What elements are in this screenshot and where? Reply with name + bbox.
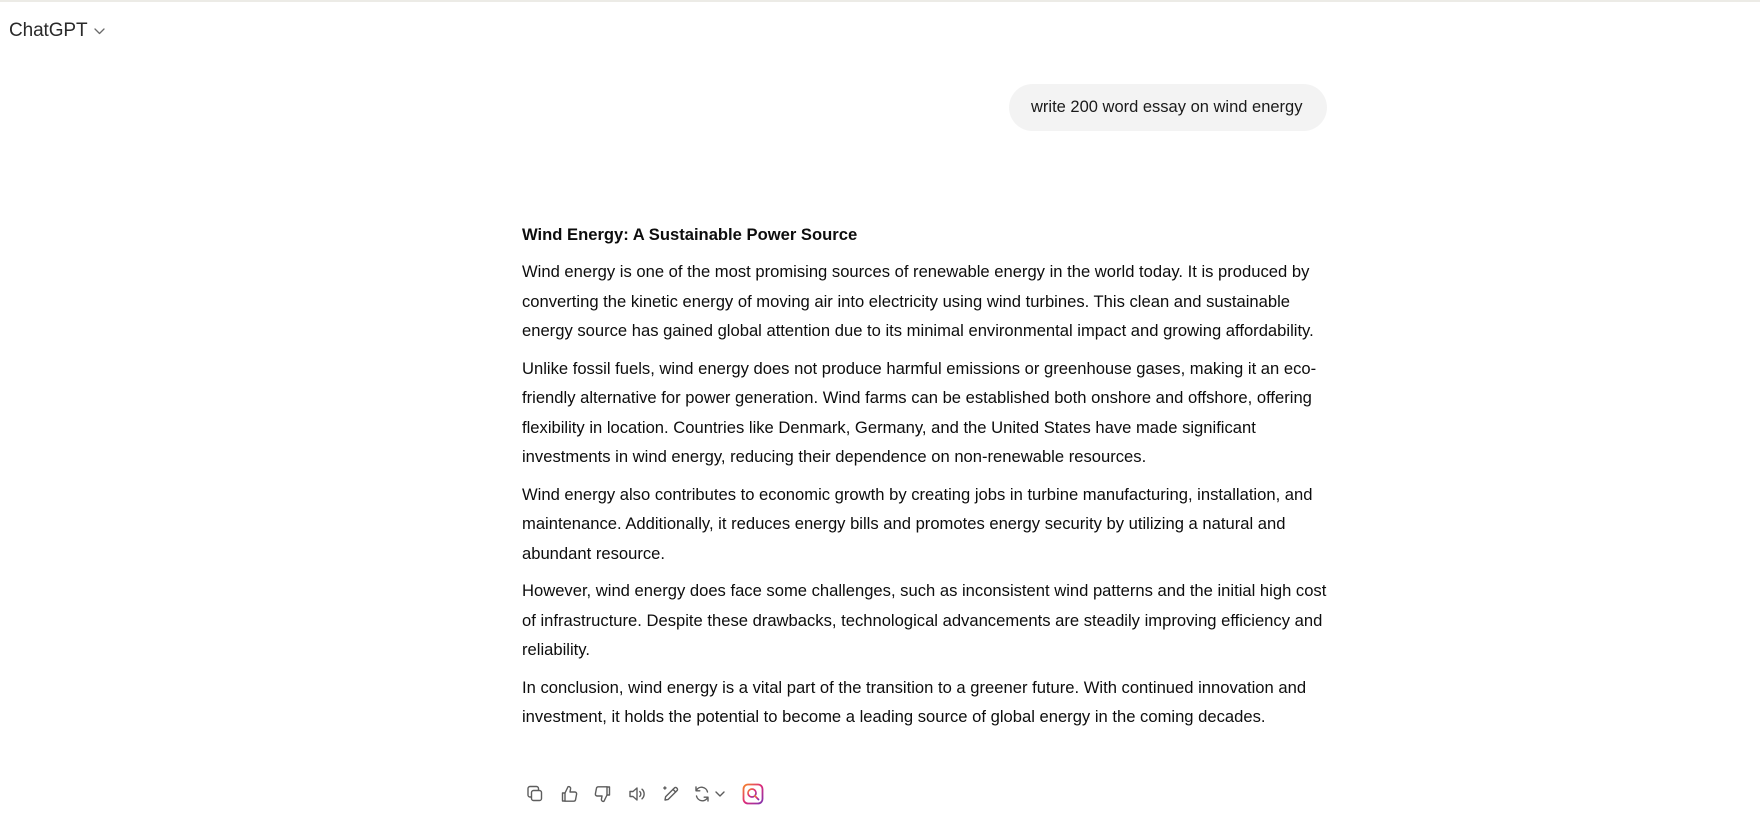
user-message-bubble [1009,84,1327,131]
essay-paragraph-5: In conclusion, wind energy is a vital part of the transition to a greener future. With continued innovation and investment, it holds the potential to become a leading source of global energy in the coming decades. [522,677,1307,726]
essay-paragraph-1: Wind energy is one of the most promising sources of renewable energy in the world today. It is produced by converting the kinetic energy of moving air into electricity using wind turbines. This clean and sustainable energy source has gained global attention due to its minimal environmental impact and growing affordability. [522,262,1314,340]
essay-paragraph-2: Unlike fossil fuels, wind energy does not produce harmful emissions or greenhouse gases, making it an eco-friendly alternative for power generation. Wind farms can be established both onshore and offshore, offering flexibility in location. Countries like Denmark, Germany, and the United States have made significant investments in wind energy, reducing their dependence on non-renewable resources. [522,358,1317,466]
read-aloud-icon[interactable] [624,781,650,807]
user-message-text: write 200 word essay on wind energy [1031,98,1303,116]
message-actions [522,781,774,807]
edit-canvas-icon[interactable] [658,781,684,807]
thumbs-down-icon[interactable] [590,781,616,807]
model-name: ChatGPT [9,20,88,41]
copy-icon[interactable] [522,781,548,807]
essay-paragraph-4: However, wind energy does face some challenges, such as inconsistent wind patterns and the initial high cost of infrastructure. Despite these drawbacks, technological advancements are steadily improving efficiency and reliability. [522,581,1327,659]
search-sources-icon[interactable] [740,781,766,807]
model-switcher[interactable] [9,17,106,45]
top-border [0,0,1760,2]
thumbs-up-icon[interactable] [556,781,582,807]
regenerate-icon[interactable] [692,781,732,807]
chevron-down-icon [94,25,106,37]
essay-title: Wind Energy: A Sustainable Power Source [522,225,858,244]
essay-paragraph-3: Wind energy also contributes to economic growth by creating jobs in turbine manufacturing, installation, and maintenance. Additionally, it reduces energy bills and promotes energy security by utilizing a natural and abundant resource. [522,484,1313,563]
assistant-message [522,220,1342,740]
